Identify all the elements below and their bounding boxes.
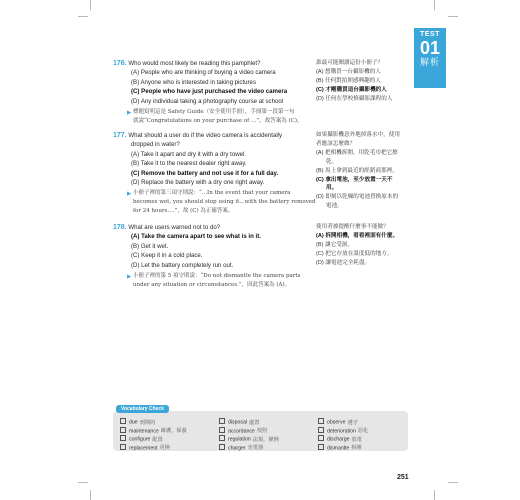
triangle-icon: ▶ xyxy=(127,274,132,281)
crop-mark xyxy=(90,490,91,500)
option-b: (B) Get it wet. xyxy=(131,242,169,250)
vocab-meaning: 充電器 xyxy=(247,445,264,452)
vocab-word: dismantle xyxy=(327,445,350,452)
translation-line: 使用者被提醒什麼事不能做？ xyxy=(316,224,389,230)
option-d: (D) Let the battery completely run out. xyxy=(131,261,234,269)
translation-line-answer: (C) 拿出電池，至少放置一天不 xyxy=(316,176,393,183)
vocab-word: deterioration xyxy=(327,428,356,435)
explanation-line: 小冊子裡的第 5 項守則說：“Do not dismantle the camera parts xyxy=(133,273,301,280)
vocabulary-item[interactable] xyxy=(120,427,187,436)
translation-line: 乾。 xyxy=(326,158,338,165)
vocab-meaning: 按照 xyxy=(256,428,268,435)
checkbox-icon[interactable] xyxy=(219,418,225,424)
triangle-icon: ▶ xyxy=(127,191,132,198)
vocabulary-item[interactable] xyxy=(120,444,187,453)
translation-line: (B) 任何對拍照感興趣的人 xyxy=(316,77,381,84)
vocab-word: configure xyxy=(129,436,151,443)
crop-mark xyxy=(448,482,458,483)
vocab-meaning: 配置 xyxy=(152,436,163,443)
vocabulary-item[interactable] xyxy=(120,435,187,444)
translation-line: 者應該怎麼做？ xyxy=(316,140,356,147)
section-tab xyxy=(414,28,446,88)
crop-mark xyxy=(90,0,91,10)
option-d: (D) Any individual taking a photography course at school xyxy=(131,97,284,105)
explanation-line: becomes wet, you should stop using it...with the battery removed xyxy=(133,199,316,206)
tab-label: TEST xyxy=(420,31,440,38)
checkbox-icon[interactable] xyxy=(318,427,324,433)
checkbox-icon[interactable] xyxy=(120,444,126,450)
triangle-icon: ▶ xyxy=(127,110,132,117)
checkbox-icon[interactable] xyxy=(120,418,126,424)
translation-176 xyxy=(316,59,392,104)
vocab-meaning: 惡化 xyxy=(357,428,369,435)
vocabulary-column xyxy=(120,418,187,452)
vocabulary-column xyxy=(318,418,368,452)
tab-title: 解析 xyxy=(419,57,440,67)
tab-number: 01 xyxy=(419,38,441,58)
vocab-word: due xyxy=(129,419,138,426)
translation-line: (C) 把它存放在溫度低的地方。 xyxy=(316,250,393,257)
option-a-answer: (A) Take the camera apart to see what is in it. xyxy=(131,233,261,241)
checkbox-icon[interactable] xyxy=(120,435,126,441)
checkbox-icon[interactable] xyxy=(318,444,324,450)
page-number: 251 xyxy=(397,474,409,481)
question-176 xyxy=(113,59,318,125)
translation-line: 誰最可能閱讀這份小冊子？ xyxy=(316,60,384,66)
crop-mark xyxy=(434,0,435,10)
question-178 xyxy=(113,223,318,289)
explanation xyxy=(113,272,318,289)
checkbox-icon[interactable] xyxy=(219,427,225,433)
vocab-word: discharge xyxy=(327,436,350,443)
explanation xyxy=(113,108,318,125)
checkbox-icon[interactable] xyxy=(120,427,126,433)
translation-177 xyxy=(316,131,400,211)
translation-line: (A) 把相機拆開，用乾毛巾把它擦 xyxy=(316,149,398,156)
option-c-answer: (C) Remove the battery and not use it for a full day. xyxy=(131,169,279,177)
crop-mark xyxy=(434,490,435,500)
question-stem: What should a user do if the video camera is accidentally xyxy=(128,132,283,139)
question-177 xyxy=(113,131,318,215)
explanation-line: 就說“Congratulations on your purchase of …”，故答案為 (C)。 xyxy=(133,117,303,124)
translation-line-answer: (A) 拆開相機，看看裡面有什麼。 xyxy=(316,232,399,239)
option-b: (B) Take it to the nearest dealer right away. xyxy=(131,160,247,168)
option-a: (A) Take it apart and dry it with a dry towel. xyxy=(131,150,247,158)
crop-mark xyxy=(78,482,88,483)
crop-mark xyxy=(448,16,458,17)
vocabulary-item[interactable] xyxy=(219,418,279,427)
question-stem-continued: dropped in water? xyxy=(131,141,180,149)
checkbox-icon[interactable] xyxy=(219,435,225,441)
vocabulary-item[interactable] xyxy=(219,435,279,444)
vocabulary-item[interactable] xyxy=(318,427,368,436)
explanation-line: under any situation or circumstances.”，因此答案為 (A)。 xyxy=(133,281,291,288)
option-d: (D) Replace the battery with a dry one right away. xyxy=(131,179,265,187)
checkbox-icon[interactable] xyxy=(219,444,225,450)
vocab-meaning: 遵守 xyxy=(347,419,358,426)
question-number: 178. xyxy=(113,224,127,231)
question-number: 177. xyxy=(113,132,127,139)
vocab-word: charger xyxy=(228,445,246,452)
translation-line-answer: 用。 xyxy=(326,185,338,192)
translation-178 xyxy=(316,223,398,268)
vocab-meaning: 處置 xyxy=(249,419,260,426)
translation-line: (D) 任何在學校修攝影課程的人 xyxy=(316,95,393,102)
vocab-word: disposal xyxy=(228,419,248,426)
question-number: 176. xyxy=(113,60,127,67)
vocab-word: replacement xyxy=(129,445,158,452)
explanation-line: for 24 hours….”，故 (C) 為正確答案。 xyxy=(133,207,234,214)
translation-line-answer: (C) 才剛購買這台攝影機的人 xyxy=(316,86,387,93)
vocabulary-item[interactable] xyxy=(120,418,187,427)
vocab-meaning: 拆開 xyxy=(351,445,362,452)
vocab-meaning: 更換 xyxy=(159,445,170,452)
translation-line: (A) 想購買一台攝影機的人 xyxy=(316,68,381,75)
translation-line: 如果攝影機意外地掉落水中，使用 xyxy=(316,132,400,138)
explanation-line: 小冊子裡的第三項守則說：“...In the event that your camera xyxy=(133,190,291,197)
translation-line: (B) 馬上拿到最近的經銷商那裡。 xyxy=(316,167,398,174)
vocab-meaning: 法規，條例 xyxy=(252,436,279,443)
translation-line: (D) 讓電池完全耗盡。 xyxy=(316,259,371,266)
vocabulary-item[interactable] xyxy=(318,435,368,444)
explanation xyxy=(113,189,318,215)
checkbox-icon[interactable] xyxy=(318,435,324,441)
vocabulary-column xyxy=(219,418,279,452)
vocab-meaning: 維護，保養 xyxy=(160,428,187,435)
vocab-word: maintenance xyxy=(129,428,159,435)
vocab-word: regulation xyxy=(228,436,251,443)
translation-line: 電池。 xyxy=(326,203,343,210)
vocabulary-item[interactable] xyxy=(219,427,279,436)
translation-line: (B) 讓它受濕。 xyxy=(316,241,353,248)
vocabulary-title: Vocabulary Check xyxy=(116,405,169,413)
crop-mark xyxy=(78,16,88,17)
question-stem: What are users warned not to do? xyxy=(128,224,221,231)
explanation-line: 標題寫明這是 Safety Guide（安全使用手冊），手冊第一段第一句 xyxy=(133,109,295,116)
vocab-word: observe xyxy=(327,419,346,426)
vocabulary-item[interactable] xyxy=(318,418,368,427)
option-c-answer: (C) People who have just purchased the video camera xyxy=(131,88,288,96)
option-c: (C) Keep it in a cold place. xyxy=(131,252,203,260)
vocab-meaning: 放電 xyxy=(351,436,362,443)
vocabulary-item[interactable] xyxy=(219,444,279,453)
vocab-meaning: 到期的 xyxy=(139,419,156,426)
question-stem: Who would most likely be reading this pamphlet? xyxy=(128,60,261,67)
vocab-word: accordance xyxy=(228,428,255,435)
checkbox-icon[interactable] xyxy=(318,418,324,424)
option-a: (A) People who are thinking of buying a video camera xyxy=(131,69,276,77)
option-b: (B) Anyone who is interested in taking pictures xyxy=(131,78,256,86)
vocabulary-item[interactable] xyxy=(318,444,368,453)
translation-line: (D) 即刻以乾燥的電池替換原本的 xyxy=(316,194,399,201)
